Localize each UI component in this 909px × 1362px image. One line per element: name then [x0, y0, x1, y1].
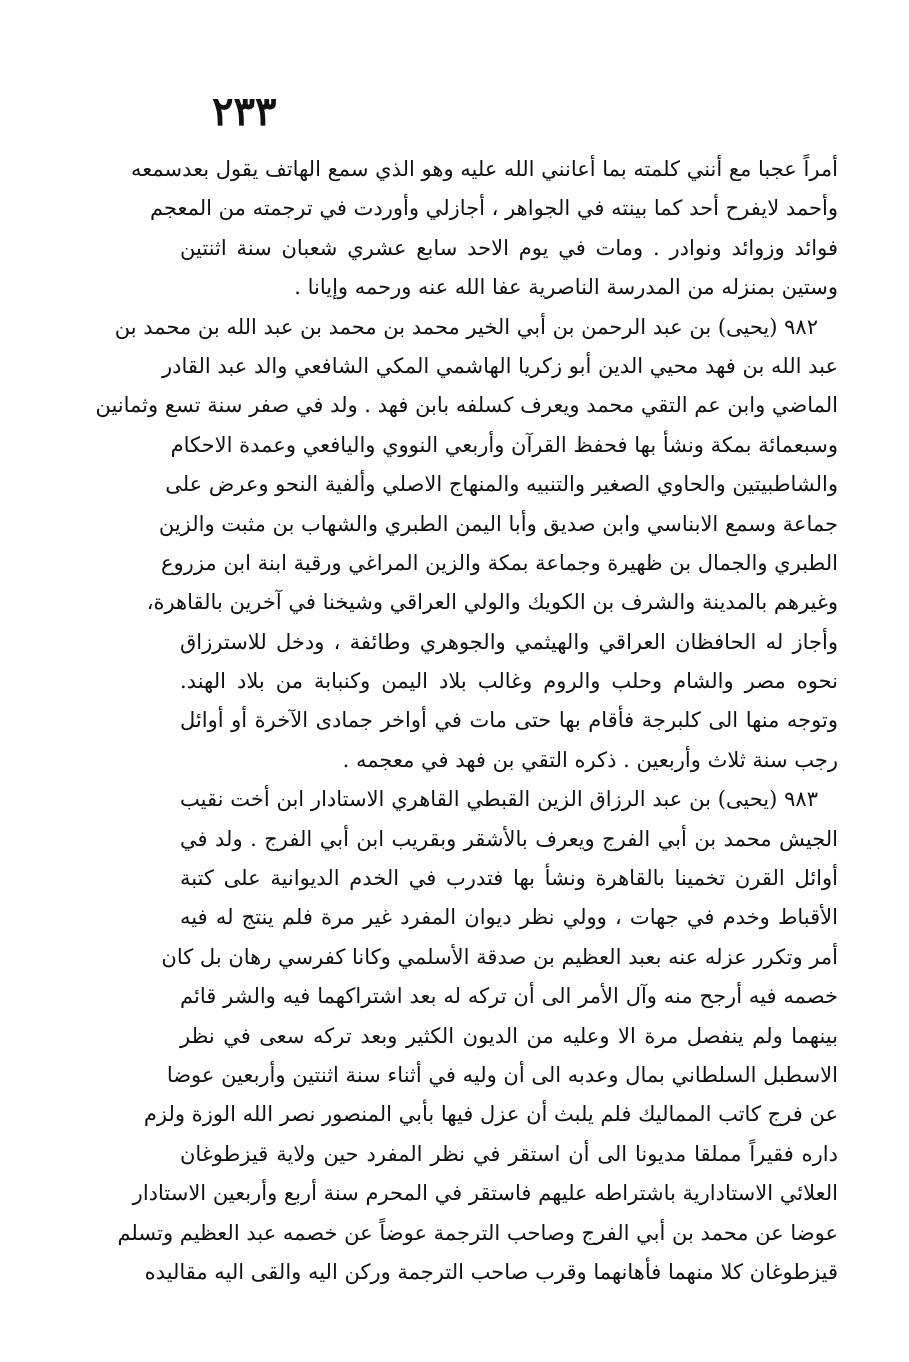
entry-heading-983: ٩٨٣ (يحيى) بن عبد الرزاق الزين القبطي القاهري الاستادار ابن أخت نقيب: [180, 787, 818, 812]
text-line: وأحمد لايفرح أحد كما بينته في الجواهر ، أجازلي وأوردت في ترجمته من المعجم: [149, 196, 838, 221]
text-line: أمراً عجبا مع أنني كلمته بما أعانني الله عليه وهو الذي سمع الهاتف يقول بعدسمعه: [130, 157, 838, 181]
text-line: خصمه فيه أرجح منه وآل الأمر الى أن تركه له بعد اشتراكهما فيه والشر قائم: [180, 984, 838, 1009]
text-line: جماعة وسمع الابناسي وابن صديق وأبا اليمن الطبري والشهاب بن مثبت والزين: [158, 511, 838, 536]
text-line: أوائل القرن تخمينا بالقاهرة ونشأ بها فتدرب في الخدم الديوانية على كتبة: [180, 866, 838, 891]
text-line: وغيرهم بالمدينة والشرف بن الكويك والولي العراقي وشيخنا في آخرين بالقاهرة،: [146, 590, 838, 615]
text-line: عبد الله بن فهد محيي الدين أبو زكريا الهاشمي المكي الشافعي والد عبد القادر: [161, 353, 838, 378]
entry-heading-982: ٩٨٢ (يحيى) بن عبد الرحمن بن أبي الخير محمد بن محمد بن عبد الله بن محمد بن: [114, 314, 818, 339]
text-line: والشاطبيتين والحاوي الصغير والتنبيه والمنهاج الاصلي وألفية النحو وعرض على: [165, 472, 838, 497]
text-line: عن فرج كاتب المماليك فلم يلبث أن عزل فيها بأبي المنصور نصر الله الوزة ولزم: [143, 1102, 838, 1127]
text-line: الأقباط وخدم في جهات ، وولي نظر ديوان المفرد غير مرة فلم ينتج له فيه: [180, 905, 838, 930]
text-line: الجيش محمد بن أبي الفرج ويعرف بالأشقر وبقريب ابن أبي الفرج . ولد في: [180, 826, 838, 851]
text-line: الاسطبل السلطاني بمال وعدبه الى أن وليه في أثناء سنة اثنتين وأربعين عوضا: [166, 1062, 838, 1087]
text-line: قيزطوغان كلا منهما فأهانهما وقرب صاحب الترجمة وركن اليه والقى اليه مقاليده: [144, 1259, 838, 1284]
text-line: بينهما ولم ينفصل مرة الا وعليه من الديون الكثير وبعد تركه سعى في نظر: [180, 1023, 838, 1048]
text-line: الماضي وابن عم التقي محمد ويعرف كسلفه بابن فهد . ولد في صفر سنة تسع وثمانين: [95, 393, 838, 418]
text-line: وأجاز له الحافظان العراقي والهيثمي والجوهري وطائفة ، ودخل للاسترزاق: [180, 629, 838, 654]
text-body: [95, 150, 838, 1292]
text-line: نحوه مصر والشام وحلب والروم وغالب بلاد اليمن وكنبابة من بلاد الهند.: [180, 669, 838, 694]
text-line: فوائد وزوائد ونوادر . ومات في يوم الاحد سابع عشري شعبان سنة اثنتين: [180, 235, 838, 260]
text-line: وستين بمنزله من المدرسة الناصرية عفا الله عنه ورحمه وإيانا .: [294, 275, 838, 300]
text-line: رجب سنة ثلاث وأربعين . ذكره التقي بن فهد في معجمه .: [342, 747, 838, 772]
page-number: ٢٣٣: [212, 88, 277, 135]
text-line: أمر وتكرر عزله عنه بعبد العظيم بن صدقة الأسلمي وكانا كفرسي رهان بل كان: [161, 944, 838, 969]
text-line: عوضا عن محمد بن أبي الفرج وصاحب الترجمة عوضاً عن خصمه عبد العظيم وتسلم: [117, 1220, 838, 1245]
text-line: داره فقيراً مملقا مديونا الى أن استقر في نظر المفرد حين ولاية قيزطوغان: [180, 1141, 838, 1166]
text-line: وتوجه منها الى كلبرجة فأقام بها حتى مات في أواخر جمادى الآخرة أو أوائل: [180, 708, 838, 733]
text-line: العلائي الاستادارية باشتراطه عليهم فاستقر في المحرم سنة أربع وأربعين الاستادار: [132, 1181, 838, 1206]
text-line: الطبري والجمال بن ظهيرة وجماعة بمكة والزين المراغي ورقية ابنة ابن مزروع: [161, 550, 838, 575]
text-line: وسبعمائة بمكة ونشأ بها فحفظ القرآن وأربعي النووي واليافعي وعمدة الاحكام: [170, 432, 838, 457]
